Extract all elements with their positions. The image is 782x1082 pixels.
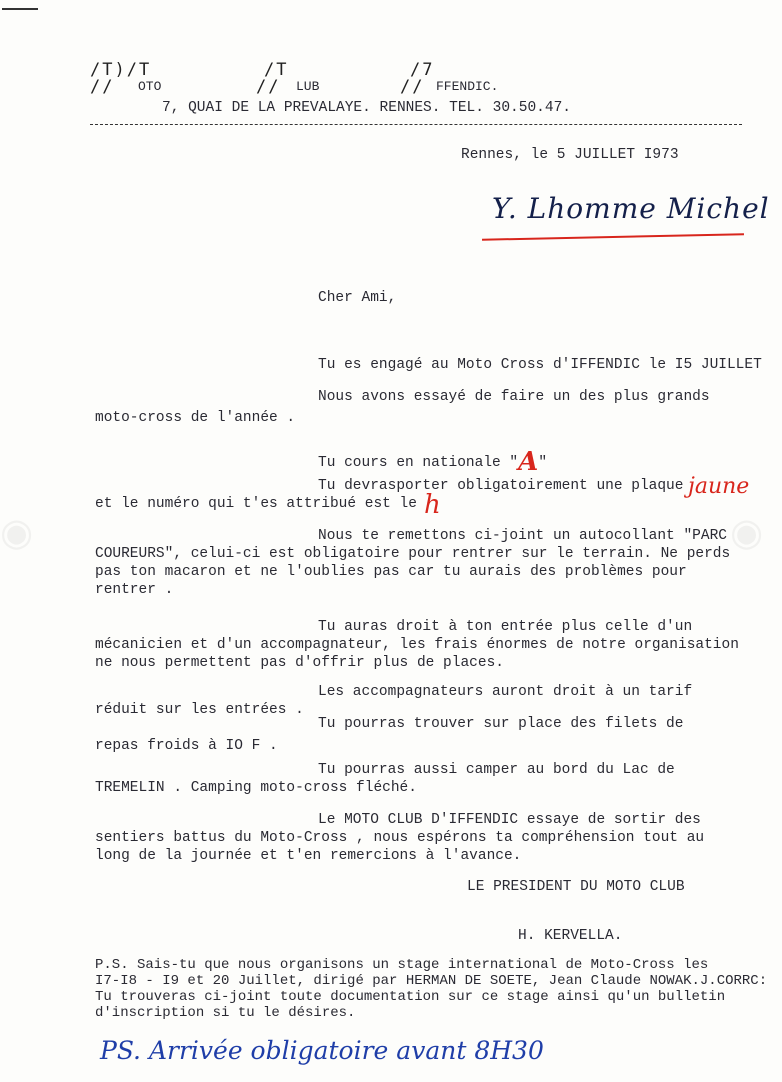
paragraph-effort-2: moto-cross de l'année . bbox=[95, 410, 296, 426]
paragraph-entry-3: ne nous permettent pas d'offrir plus de places. bbox=[95, 655, 504, 671]
ps-line-4: d'inscription si tu le désires. bbox=[95, 1005, 356, 1021]
paragraph-sticker-4: rentrer . bbox=[95, 582, 174, 598]
closing-name: H. KERVELLA. bbox=[518, 928, 623, 944]
paragraph-entry-1: Tu auras droit à ton entrée plus celle d'un bbox=[318, 619, 693, 635]
letterhead-club: LUB bbox=[296, 79, 320, 94]
paragraph-meals-1: Tu pourras trouver sur place des filets de bbox=[318, 716, 684, 732]
number-handwritten: h bbox=[424, 490, 441, 520]
category-handwritten: A bbox=[518, 447, 539, 477]
paragraph-closing-2: sentiers battus du Moto-Cross , nous espérons ta compréhension tout au bbox=[95, 830, 705, 846]
letterhead-logo-c-base: // bbox=[256, 77, 281, 97]
paragraph-category bbox=[318, 443, 548, 477]
paragraph-meals-2: repas froids à IO F . bbox=[95, 738, 278, 754]
letterhead-logo-i: /7 bbox=[410, 60, 435, 80]
letterhead-logo-m: /T)/T bbox=[90, 60, 152, 80]
letterhead-address: 7, QUAI DE LA PREVALAYE. RENNES. TEL. 30.50.47. bbox=[162, 100, 571, 116]
letterhead-logo-c: /T bbox=[264, 60, 289, 80]
recipient-handwritten-name: Y. Lhomme Michel bbox=[492, 192, 770, 225]
paragraph-engagement: Tu es engagé au Moto Cross d'IFFENDIC le I5 JUILLET bbox=[318, 357, 762, 373]
letterhead-divider bbox=[90, 124, 742, 125]
paragraph-companions-2: réduit sur les entrées . bbox=[95, 702, 304, 718]
date-line: Rennes, le 5 JUILLET I973 bbox=[461, 147, 679, 163]
paragraph-effort-1: Nous avons essayé de faire un des plus grands bbox=[318, 389, 710, 405]
paragraph-closing-3: long de la journée et t'en remercions à l'avance. bbox=[95, 848, 522, 864]
ps-line-3: Tu trouveras ci-joint toute documentation sur ce stage ainsi qu'un bulletin bbox=[95, 989, 726, 1005]
paragraph-closing-1: Le MOTO CLUB D'IFFENDIC essaye de sortir des bbox=[318, 812, 701, 828]
paragraph-plate-1: Tu devrasporter obligatoirement une plaque bbox=[318, 478, 684, 494]
paragraph-plate-2: et le numéro qui t'es attribué est le bbox=[95, 496, 417, 512]
category-quote: " bbox=[538, 455, 548, 471]
letterhead-logo-i-base: // bbox=[400, 77, 425, 97]
paragraph-camping-1: Tu pourras aussi camper au bord du Lac de bbox=[318, 762, 675, 778]
salutation: Cher Ami, bbox=[318, 290, 397, 306]
paragraph-companions-1: Les accompagnateurs auront droit à un tarif bbox=[318, 684, 693, 700]
category-text: Tu cours en nationale " bbox=[318, 455, 519, 471]
handwritten-ps: PS. Arrivée obligatoire avant 8H30 bbox=[100, 1036, 544, 1065]
letterhead-moto: OTO bbox=[138, 79, 162, 94]
ps-line-2: I7-I8 - I9 et 20 Juillet, dirigé par HERMAN DE SOETE, Jean Claude NOWAK.J.CORRC: bbox=[95, 973, 768, 989]
watermark-logo: ◉ bbox=[0, 510, 34, 554]
watermark-logo: ◉ bbox=[730, 510, 764, 554]
plate-color-handwritten: jaune bbox=[688, 474, 750, 499]
letterhead-ffendic: FFENDIC. bbox=[436, 79, 499, 94]
paragraph-sticker-1: Nous te remettons ci-joint un autocollant "PARC bbox=[318, 528, 727, 544]
paragraph-entry-2: mécanicien et d'un accompagnateur, les frais énormes de notre organisation bbox=[95, 637, 739, 653]
paragraph-sticker-2: COUREURS", celui-ci est obligatoire pour rentrer sur le terrain. Ne perds bbox=[95, 546, 731, 562]
paragraph-sticker-3: pas ton macaron et ne l'oublies pas car tu aurais des problèmes pour bbox=[95, 564, 687, 580]
closing-title: LE PRESIDENT DU MOTO CLUB bbox=[467, 879, 685, 895]
letterhead-logo-m-base: // bbox=[90, 77, 115, 97]
signature-underline bbox=[482, 233, 744, 240]
ps-line-1: P.S. Sais-tu que nous organisons un stage international de Moto-Cross les bbox=[95, 957, 709, 973]
paragraph-camping-2: TREMELIN . Camping moto-cross fléché. bbox=[95, 780, 417, 796]
margin-mark bbox=[2, 8, 38, 10]
